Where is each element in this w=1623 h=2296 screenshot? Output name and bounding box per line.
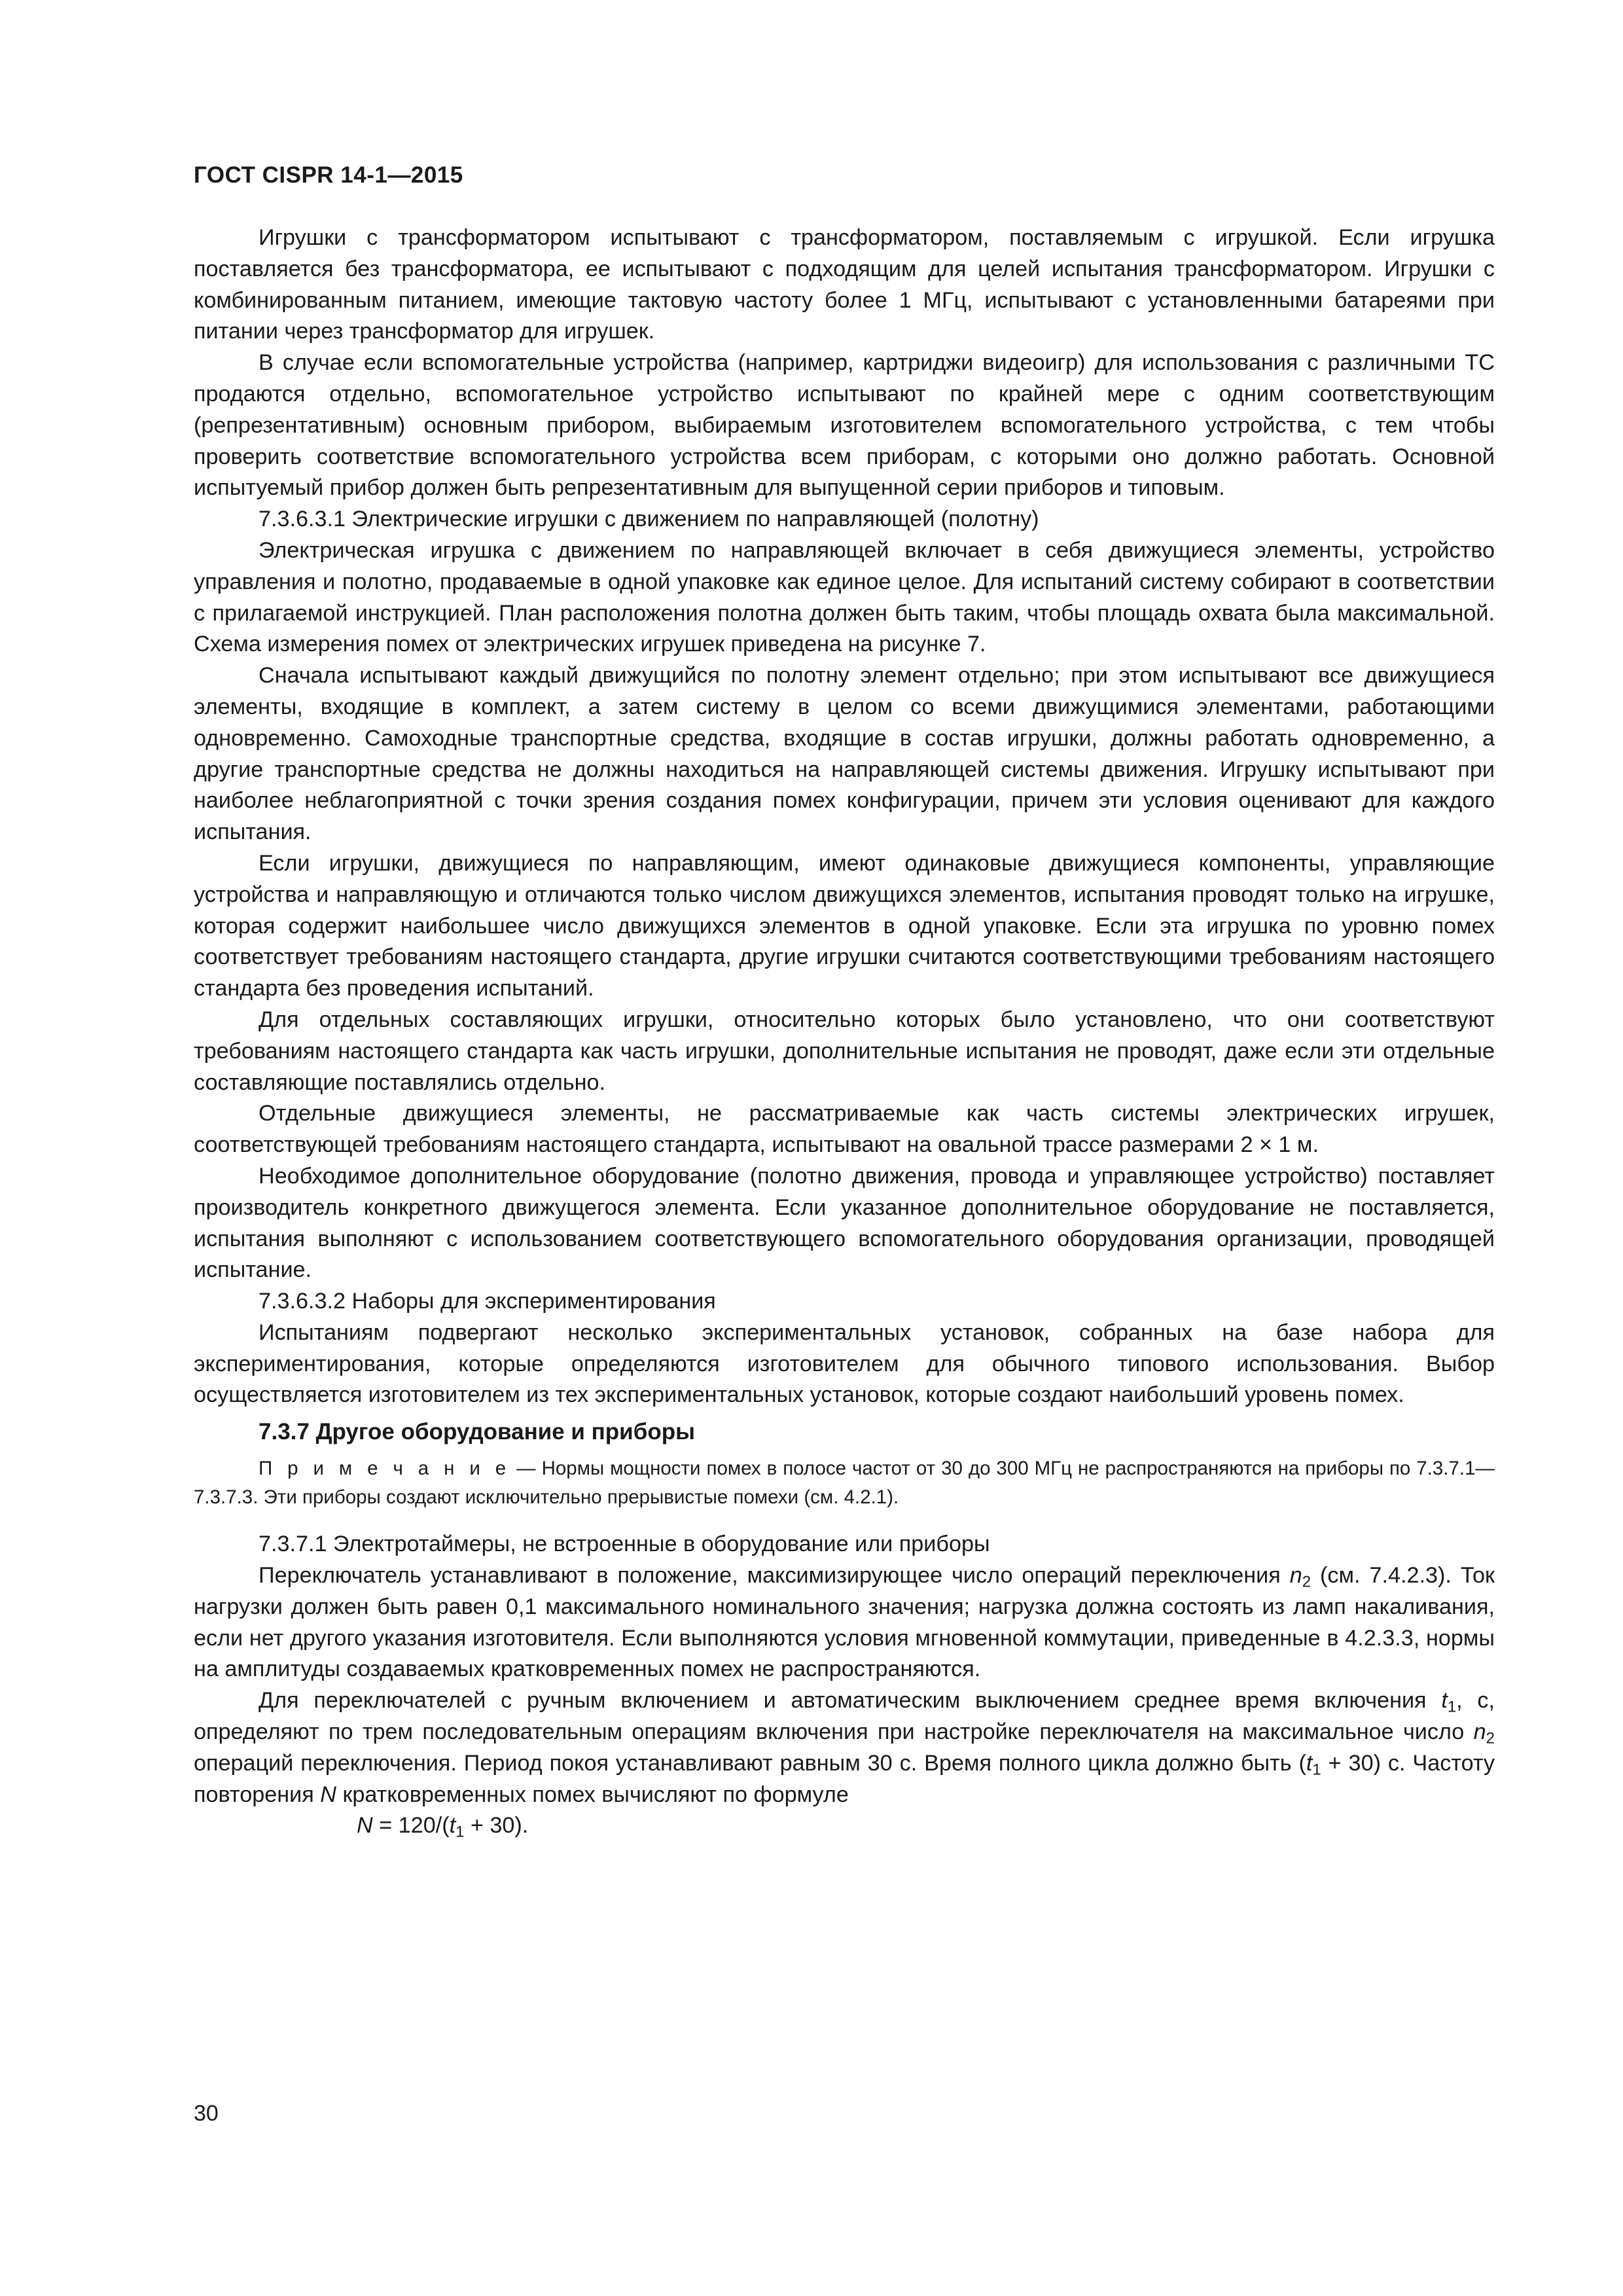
note-label: П р и м е ч а н и е (259, 1458, 511, 1480)
clause-heading: 7.3.6.3.2 Наборы для экспериментирования (259, 1289, 716, 1314)
variable-n: n (1473, 1719, 1486, 1745)
formula: $N = 120/(t_1 + 30)$. (357, 1813, 529, 1842)
body-text (194, 223, 1495, 1842)
paragraph: Испытаниям подвергают несколько экспериментальных установок, собранных на базе набора для экспериментирования, которые определяются изготовителем для обычного типового использования. Выбор осуществляется изготовителем из тех экспериментальных установок, которые создают наибольший уровень помех. (194, 1319, 1495, 1408)
paragraph: В случае если вспомогательные устройства (например, картриджи видеоигр) для использования с различными ТС продаются отдельно, вспомогательное устройство испытывают по крайней мере с одним соответствующим (репрезентативным) основным прибором, выбираемым изготовителем вспомогательного устройства, с тем чтобы проверить соответствие вспомогательного устройства всем приборам, с которыми оно должно работать. Основной испытуемый прибор должен быть репрезентативным для выпущенной серии приборов и типовым. (194, 350, 1495, 501)
note (194, 1454, 1495, 1512)
section-heading: 7.3.7 Другое оборудование и приборы (259, 1419, 695, 1445)
paragraph-switch: Переключатель устанавливают в положение, максимизирующее число операций переключения $n_2$ (см. 7.4.2.3). Ток нагрузки должен быть равен 0,1 максимального номинального значения; нагрузка должна состоять из ламп накаливания, если нет другого указания изготовителя. Если выполняются условия мгновенной коммутации, приведенные в 4.2.3.3, нормы на амплитуды создаваемых кратковременных помех не распространяются. (194, 1563, 1495, 1682)
page-number: 30 (194, 2101, 219, 2126)
paragraph-manual: Для переключателей с ручным включением и автоматическим выключением среднее время включения $t_1$, с, определяют по трем последовательным операциям включения при настройке переключателя на максимальное число $n_2$ операций переключения. Период покоя устанавливают равным 30 с. Время полного цикла должно быть $(t_1 + 30)$ с. Частоту повторения N кратковременных помех вычисляют по формуле (194, 1688, 1495, 1807)
paragraph: Отдельные движущиеся элементы, не рассматриваемые как часть системы электрических игрушек, соответствующей требованиям настоящего стандарта, испытывают на овальной трассе размерами 2 × 1 м. (194, 1101, 1495, 1158)
variable-N: N (320, 1782, 336, 1807)
variable-t: t (1441, 1688, 1448, 1713)
variable-t: t (1306, 1750, 1313, 1776)
note-text: — Нормы мощности помех в полосе частот от 30 до 300 МГц не распространяются на приборы по 7.3.7.1—7.3.7.3. Эти приборы создают исключительно прерывистые помехи (см. 4.2.1). (194, 1458, 1495, 1509)
paragraph: Электрическая игрушка с движением по направляющей включает в себя движущиеся элементы, устройство управления и полотно, продаваемые в одной упаковке как единое целое. Для испытаний систему собирают в соответствии с прилагаемой инструкцией. План расположения полотна должен быть таким, чтобы площадь охвата была максимальной. Схема измерения помех от электрических игрушек приведена на рисунке 7. (194, 537, 1495, 657)
paragraph: Необходимое дополнительное оборудование (полотно движения, провода и управляющее устройство) поставляет производитель конкретного движущегося элемента. Если указанное дополнительное оборудование не поставляется, испытания выполняют с использованием соответствующего вспомогательного оборудования организации, проводящей испытание. (194, 1163, 1495, 1283)
clause-heading: 7.3.7.1 Электротаймеры, не встроенные в оборудование или приборы (259, 1532, 990, 1557)
variable-n: n (1289, 1563, 1302, 1588)
paragraph: Для отдельных составляющих игрушки, относительно которых было установлено, что они соответствуют требованиям настоящего стандарта как часть игрушки, дополнительные испытания не проводят, даже если эти отдельные составляющие поставлялись отдельно. (194, 1007, 1495, 1095)
clause-heading: 7.3.6.3.1 Электрические игрушки с движением по направляющей (полотну) (259, 507, 1039, 532)
paragraph: Сначала испытывают каждый движущийся по полотну элемент отдельно; при этом испытывают все движущиеся элементы, входящие в комплект, а затем систему в целом со всеми движущимися элементами, работающими одновременно. Самоходные транспортные средства, входящие в состав игрушки, должны работать одновременно, а другие транспортные средства не должны находиться на направляющей системы движения. Игрушку испытывают при наиболее неблагоприятной с точки зрения создания помех конфигурации, причем эти условия оценивают для каждого испытания. (194, 663, 1495, 845)
document-header: ГОСТ CISPR 14-1—2015 (194, 162, 463, 188)
paragraph: Если игрушки, движущиеся по направляющим, имеют одинаковые движущиеся компоненты, управляющие устройства и направляющую и отличаются только числом движущихся элементов, испытания проводят только на игрушке, которая содержит наибольшее число движущихся элементов в одной упаковке. Если эта игрушка по уровню помех соответствует требованиям настоящего стандарта, другие игрушки считаются соответствующими требованиям настоящего стандарта без проведения испытаний. (194, 850, 1495, 1001)
paragraph: Игрушки с трансформатором испытывают с трансформатором, поставляемым с игрушкой. Если игрушка поставляется без трансформатора, ее испытывают с подходящим для целей испытания трансформатором. Игрушки с комбинированным питанием, имеющие тактовую частоту более 1 МГц, испытывают с установленными батареями при питании через трансформатор для игрушек. (194, 225, 1495, 344)
